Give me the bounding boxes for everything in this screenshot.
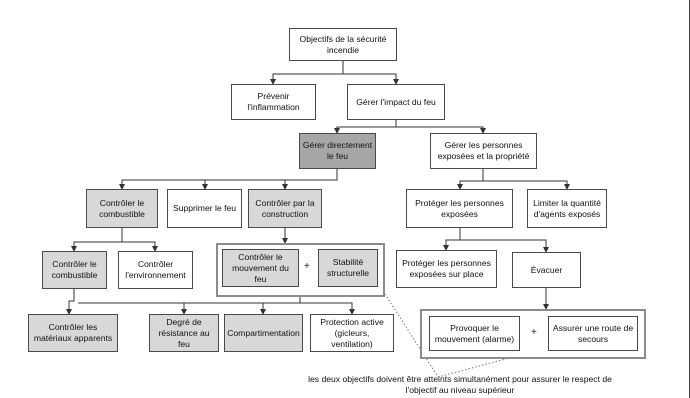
- edge-root-to-prevenir: [273, 61, 343, 84]
- node-gerer-directement: Gérer directement le feu: [299, 133, 376, 169]
- node-supprimer-feu: Supprimer le feu: [167, 189, 242, 228]
- plus-sign-evacuation: +: [531, 327, 537, 338]
- plus-sign-construction: +: [304, 261, 310, 272]
- edge-group-to-degre: [78, 297, 300, 303]
- edge-combustible2-to-materiaux: [69, 289, 74, 314]
- node-assurer-route: Assurer une route de secours: [548, 316, 638, 351]
- node-gerer-personnes: Gérer les personnes exposées et la propriété: [430, 133, 537, 169]
- node-controler-combustible-2: Contrôler le combustible: [42, 251, 107, 289]
- node-proteger-sur-place: Protéger les personnes exposées sur place: [396, 250, 497, 288]
- node-controler-combustible-1: Contrôler le combustible: [86, 189, 158, 228]
- edge-impact-to-directement: [337, 120, 396, 133]
- edge-personnes-to-proteger: [460, 169, 483, 189]
- node-degre-resistance: Degré de résistance au feu: [149, 314, 219, 352]
- node-objectifs: Objectifs de la sécurité incendie: [289, 28, 397, 61]
- simultaneity-note: les deux objectifs doivent être atteints simultanément pour assurer le respect de l'objectif au niveau supérieur: [308, 374, 612, 395]
- node-limiter-agents: Limiter la quantité d'agents exposés: [527, 189, 607, 228]
- node-protection-active: Protection active (gicleurs, ventilation): [310, 314, 394, 352]
- node-compartimentation: Compartimentation: [224, 314, 303, 352]
- node-stabilite: Stabilité structurelle: [318, 249, 378, 287]
- edge-root-to-gerer-impact: [343, 74, 396, 84]
- node-evacuer: Évacuer: [512, 252, 581, 288]
- edge-group-to-protection: [300, 303, 352, 314]
- node-controler-environnement: Contrôler l'environnement: [118, 251, 193, 289]
- node-materiaux: Contrôler les matériaux apparents: [28, 314, 118, 352]
- edge-proteger-to-surplace: [446, 228, 460, 250]
- node-provoquer-mouvement: Provoquer le mouvement (alarme): [429, 316, 520, 351]
- node-gerer-impact: Gérer l'impact du feu: [347, 84, 445, 120]
- edge-directement-to-combustible: [122, 169, 337, 189]
- node-controler-construction: Contrôler par la construction: [248, 189, 322, 228]
- node-proteger-personnes: Protéger les personnes exposées: [406, 189, 513, 228]
- edge-combustible-to-environnement: [122, 242, 155, 251]
- node-prevenir: Prévenir l'inflammation: [231, 84, 316, 120]
- edge-combustible-to-combustible2: [74, 228, 122, 251]
- node-controler-mouvement: Contrôler le mouvement du feu: [222, 249, 299, 287]
- edge-personnes-to-limiter: [483, 181, 567, 189]
